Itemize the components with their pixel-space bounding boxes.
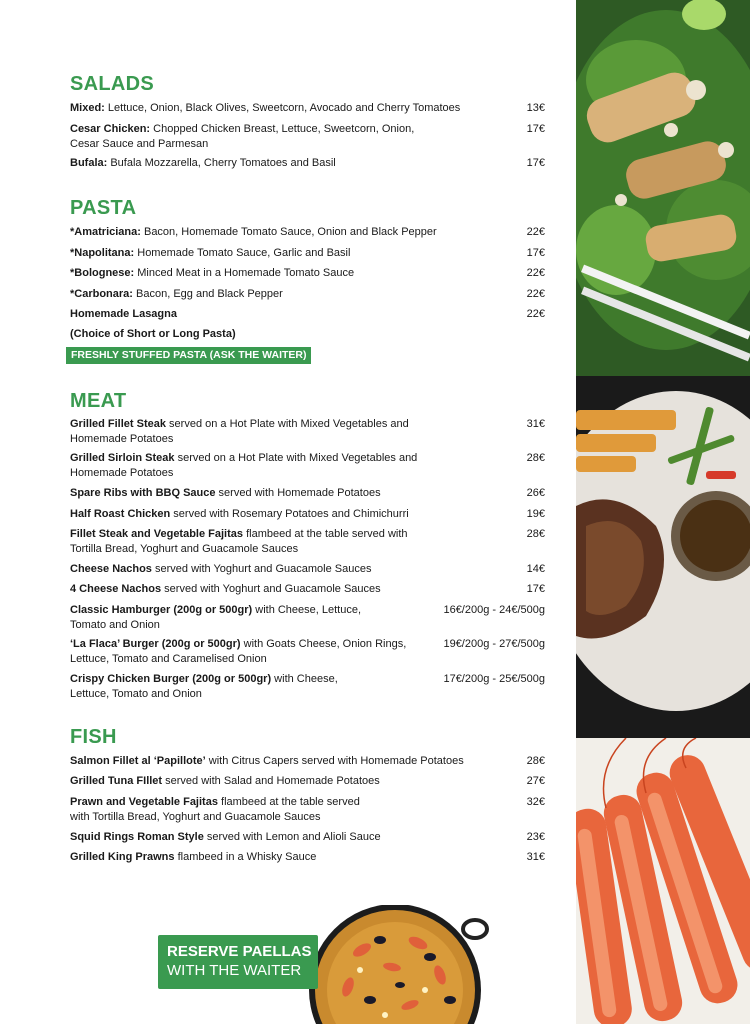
- item-name: Mixed:: [70, 102, 105, 114]
- menu-item-carbonara: [70, 287, 545, 302]
- menu-item-prawn-fajitas: [70, 795, 545, 824]
- item-price: 19€: [526, 508, 545, 520]
- item-name: Spare Ribs with BBQ Sauce: [70, 487, 216, 499]
- item-price: 19€/200g - 27€/500g: [443, 638, 545, 650]
- item-name: Half Roast Chicken: [70, 508, 171, 520]
- meat-heading: MEAT: [70, 390, 127, 412]
- item-desc: served with Rosemary Potatoes and Chimichurri: [170, 508, 409, 520]
- steak-plate-photo: [576, 376, 750, 738]
- item-price: 13€: [526, 102, 545, 114]
- item-price: 32€: [526, 796, 545, 808]
- item-desc: served with Salad and Homemade Potatoes: [162, 775, 380, 787]
- item-price: 17€: [526, 247, 545, 259]
- menu-item-crispy-chicken-burger: [70, 672, 545, 701]
- menu-item-cesar-chicken: [70, 122, 545, 151]
- item-price: 17€: [526, 583, 545, 595]
- item-name: Classic Hamburger (200g or 500gr): [70, 604, 253, 616]
- item-name: Homemade Lasagna: [70, 308, 177, 320]
- item-price: 16€/200g - 24€/500g: [443, 604, 545, 616]
- item-name: Grilled Tuna FIllet: [70, 775, 163, 787]
- item-price: 22€: [526, 226, 545, 238]
- item-desc: flambeed at the table served with Tortilla Bread, Yoghurt and Guacamole Sauces: [70, 528, 408, 555]
- item-name: Cesar Chicken:: [70, 123, 151, 135]
- menu-item-sirloin-steak: [70, 451, 545, 480]
- item-desc: with Goats Cheese, Onion Rings, Lettuce, Tomato and Caramelised Onion: [70, 638, 407, 665]
- item-price: 28€: [526, 755, 545, 767]
- menu-item-4-cheese-nachos: [70, 582, 545, 597]
- item-name: Grilled King Prawns: [70, 851, 175, 863]
- item-name: Fillet Steak and Vegetable Fajitas: [70, 528, 244, 540]
- pasta-note: (Choice of Short or Long Pasta): [70, 328, 236, 340]
- item-price: 26€: [526, 487, 545, 499]
- item-name: Squid Rings Roman Style: [70, 831, 204, 843]
- menu-item-tuna: [70, 774, 545, 789]
- item-price: 17€: [526, 157, 545, 169]
- item-name: Grilled Sirloin Steak: [70, 452, 175, 464]
- item-desc: with Cheese, Lettuce, Tomato and Onion: [70, 604, 362, 631]
- menu-item-bolognese: [70, 266, 545, 281]
- reserve-paellas-banner: [158, 935, 318, 989]
- item-desc: served with Homemade Potatoes: [215, 487, 381, 499]
- item-desc: Bacon, Egg and Black Pepper: [132, 288, 283, 300]
- paella-line-2: WITH THE WAITER: [167, 962, 302, 979]
- item-price: 28€: [526, 452, 545, 464]
- item-desc: Bufala Mozzarella, Cherry Tomatoes and Basil: [107, 157, 336, 169]
- item-desc: with Citrus Capers served with Homemade Potatoes: [205, 755, 464, 767]
- menu-item-squid-rings: [70, 830, 545, 845]
- item-name: *Napolitana:: [70, 247, 135, 259]
- menu-item-roast-chicken: [70, 507, 545, 522]
- menu-item-spare-ribs: [70, 486, 545, 501]
- menu-item-la-flaca-burger: [70, 637, 545, 666]
- item-desc: served with Lemon and Alioli Sauce: [203, 831, 381, 843]
- item-desc: flambeed in a Whisky Sauce: [174, 851, 317, 863]
- pasta-heading: PASTA: [70, 197, 137, 219]
- item-desc: served with Yoghurt and Guacamole Sauces: [151, 563, 372, 575]
- item-price: 23€: [526, 831, 545, 843]
- menu-item-classic-hamburger: [70, 603, 545, 632]
- item-desc: served on a Hot Plate with Mixed Vegetables and Homemade Potatoes: [70, 452, 418, 479]
- item-price: 22€: [526, 267, 545, 279]
- item-price: 27€: [526, 775, 545, 787]
- item-name: ‘La Flaca’ Burger (200g or 500gr): [70, 638, 241, 650]
- item-price: 31€: [526, 851, 545, 863]
- item-desc: Bacon, Homemade Tomato Sauce, Onion and Black Pepper: [140, 226, 437, 238]
- item-desc: Minced Meat in a Homemade Tomato Sauce: [134, 267, 355, 279]
- caesar-salad-photo: [576, 0, 750, 376]
- item-desc: with Cheese, Lettuce, Tomato and Onion: [70, 673, 338, 700]
- item-name: Grilled Fillet Steak: [70, 418, 166, 430]
- item-desc: flambeed at the table served with Tortilla Bread, Yoghurt and Guacamole Sauces: [70, 796, 360, 823]
- item-name: Crispy Chicken Burger (200g or 500gr): [70, 673, 272, 685]
- item-desc: served on a Hot Plate with Mixed Vegetables and Homemade Potatoes: [70, 418, 409, 445]
- item-price: 17€/200g - 25€/500g: [443, 673, 545, 685]
- item-price: 31€: [526, 418, 545, 430]
- menu-item-cheese-nachos: [70, 562, 545, 577]
- menu-item-bufala: [70, 156, 545, 171]
- item-name: Salmon Fillet al ‘Papillote’: [70, 755, 206, 767]
- item-name: Prawn and Vegetable Fajitas: [70, 796, 218, 808]
- menu-item-lasagna: [70, 307, 545, 322]
- menu-item-king-prawns: [70, 850, 545, 865]
- menu-item-mixed: [70, 101, 545, 116]
- item-price: 14€: [526, 563, 545, 575]
- fish-heading: FISH: [70, 726, 117, 748]
- item-desc: served with Yoghurt and Guacamole Sauces: [161, 583, 381, 595]
- menu-item-steak-fajitas: [70, 527, 545, 556]
- item-name: *Carbonara:: [70, 288, 133, 300]
- item-name: *Amatriciana:: [70, 226, 141, 238]
- menu-item-amatriciana: [70, 225, 545, 240]
- item-price: 22€: [526, 288, 545, 300]
- menu-item-napolitana: [70, 246, 545, 261]
- menu-item-fillet-steak: [70, 417, 545, 446]
- item-desc: Lettuce, Onion, Black Olives, Sweetcorn, Avocado and Cherry Tomatoes: [104, 102, 461, 114]
- paella-pan-photo: [300, 905, 495, 1024]
- item-desc: Chopped Chicken Breast, Lettuce, Sweetcorn, Onion, Cesar Sauce and Parmesan: [70, 123, 415, 150]
- salads-heading: SALADS: [70, 73, 155, 95]
- menu-item-salmon: [70, 754, 545, 769]
- item-price: 22€: [526, 308, 545, 320]
- stuffed-pasta-badge: FRESHLY STUFFED PASTA (ASK THE WAITER): [66, 347, 311, 364]
- paella-line-1: RESERVE PAELLAS: [167, 943, 312, 960]
- item-name: 4 Cheese Nachos: [70, 583, 162, 595]
- prawns-photo: [576, 738, 750, 1024]
- item-price: 17€: [526, 123, 545, 135]
- item-desc: Homemade Tomato Sauce, Garlic and Basil: [134, 247, 351, 259]
- item-name: Cheese Nachos: [70, 563, 152, 575]
- item-price: 28€: [526, 528, 545, 540]
- item-name: *Bolognese:: [70, 267, 135, 279]
- item-name: Bufala:: [70, 157, 108, 169]
